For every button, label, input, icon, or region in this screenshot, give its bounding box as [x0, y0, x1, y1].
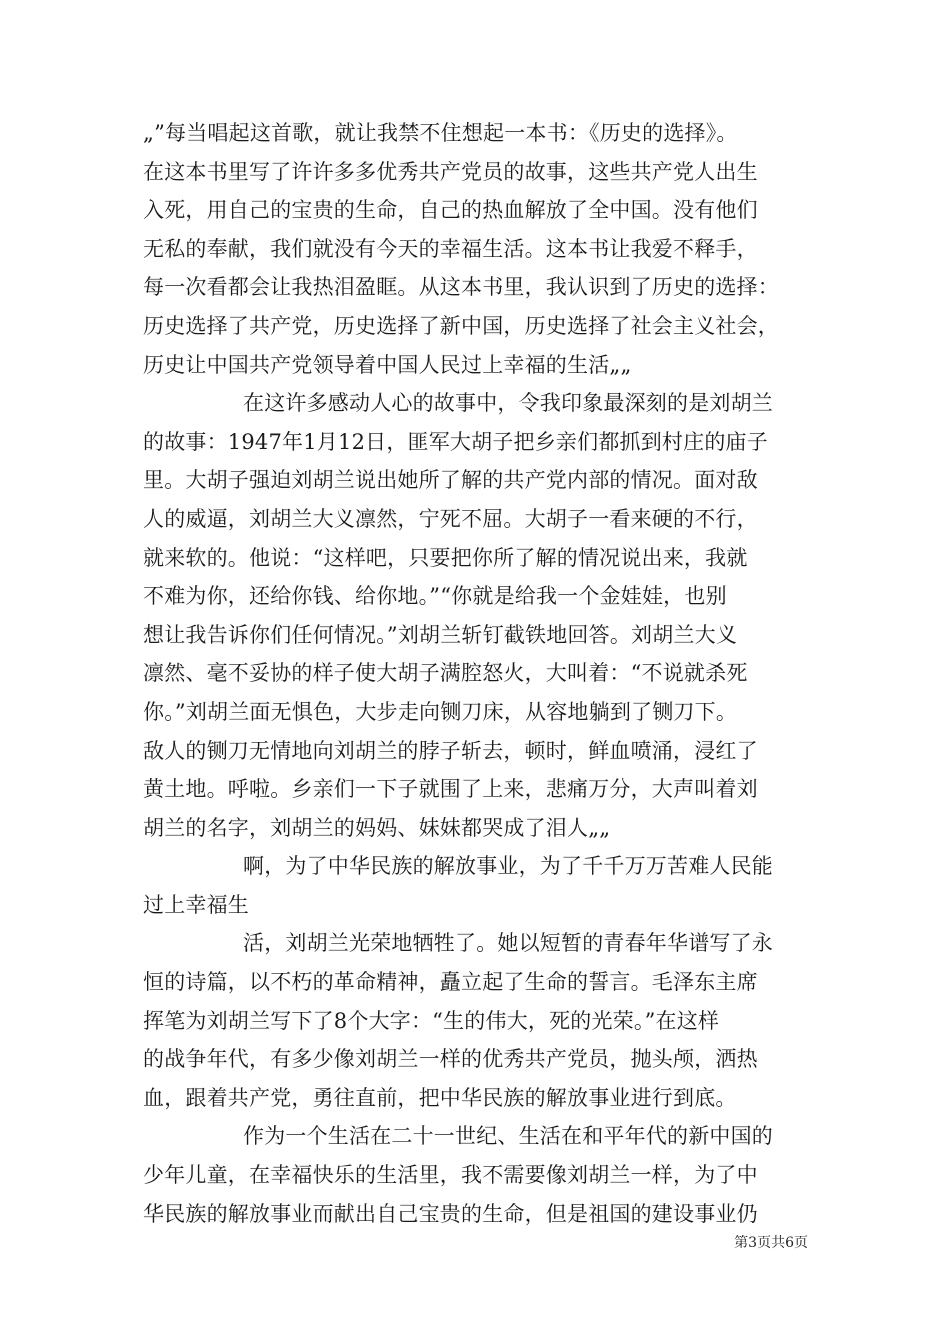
text-line: 凛然、毫不妥协的样子使大胡子满腔怒火，大叫着：“不说就杀死: [143, 661, 748, 686]
text-line: 想让我告诉你们任何情况。”刘胡兰斩钉截铁地回答。刘胡兰大义: [143, 622, 738, 647]
text-line: 活，刘胡兰光荣地牺牲了。她以短暂的青春年华谱写了永: [243, 931, 773, 956]
text-line: 敌人的铡刀无情地向刘胡兰的脖子斩去，顿时，鲜血喷涌，浸红了: [143, 738, 758, 763]
text-line: 挥笔为刘胡兰写下了8个大字：“生的伟大，死的光荣。”在这样: [143, 1008, 720, 1033]
document-body: [143, 114, 833, 1233]
text-line: 恒的诗篇，以不朽的革命精神，矗立起了生命的誓言。毛泽东主席: [143, 970, 758, 995]
text-line: 入死，用自己的宝贵的生命，自己的热血解放了全中国。没有他们: [143, 198, 758, 223]
text-line: „”每当唱起这首歌，就让我禁不住想起一本书：《历史的选择》。: [143, 121, 738, 145]
text-line: 过上幸福生: [143, 892, 249, 917]
text-line: 不难为你，还给你钱、给你地。”“你就是给我一个金娃娃，也别: [143, 584, 727, 609]
text-line: 华民族的解放事业而献出自己宝贵的生命，但是祖国的建设事业仍: [143, 1201, 758, 1226]
page-number: 第3页共6页: [734, 1235, 808, 1251]
text-line: 历史选择了共产党，历史选择了新中国，历史选择了社会主义社会，: [143, 313, 779, 338]
text-line: 人的威逼，刘胡兰大义凛然，宁死不屈。大胡子一看来硬的不行，: [143, 506, 758, 531]
text-line: 的战争年代，有多少像刘胡兰一样的优秀共产党员，抛头颅，洒热: [143, 1047, 758, 1072]
text-line: 你。”刘胡兰面无惧色，大步走向铡刀床，从容地躺到了铡刀下。: [143, 699, 738, 724]
text-line: 在这本书里写了许许多多优秀共产党员的故事，这些共产党人出生: [143, 159, 758, 184]
text-line: 里。大胡子强迫刘胡兰说出她所了解的共产党内部的情况。面对敌: [143, 468, 758, 493]
text-line: 无私的奉献，我们就没有今天的幸福生活。这本书让我爱不释手，: [143, 236, 758, 261]
text-line: 作为一个生活在二十一世纪、生活在和平年代的新中国的: [243, 1124, 773, 1149]
text-line: 就来软的。他说：“这样吧，只要把你所了解的情况说出来，我就: [143, 545, 748, 570]
text-line: 黄土地。呼啦。乡亲们一下子就围了上来，悲痛万分，大声叫着刘: [143, 777, 758, 802]
text-line: 历史让中国共产党领导着中国人民过上幸福的生活„„: [143, 352, 632, 377]
text-line: 的故事：1947年1月12日，匪军大胡子把乡亲们都抓到村庄的庙子: [143, 429, 768, 454]
text-line: 胡兰的名字，刘胡兰的妈妈、妹妹都哭成了泪人„„: [143, 815, 611, 840]
text-line: 每一次看都会让我热泪盈眶。从这本书里，我认识到了历史的选择：: [143, 275, 779, 300]
text-line: 血，跟着共产党，勇往直前，把中华民族的解放事业进行到底。: [143, 1085, 737, 1110]
text-line: 啊，为了中华民族的解放事业，为了千千万万苦难人民能: [243, 854, 773, 879]
text-line: 少年儿童，在幸福快乐的生活里，我不需要像刘胡兰一样，为了中: [143, 1163, 758, 1188]
text-line: 在这许多感动人心的故事中，令我印象最深刻的是刘胡兰: [243, 391, 773, 416]
